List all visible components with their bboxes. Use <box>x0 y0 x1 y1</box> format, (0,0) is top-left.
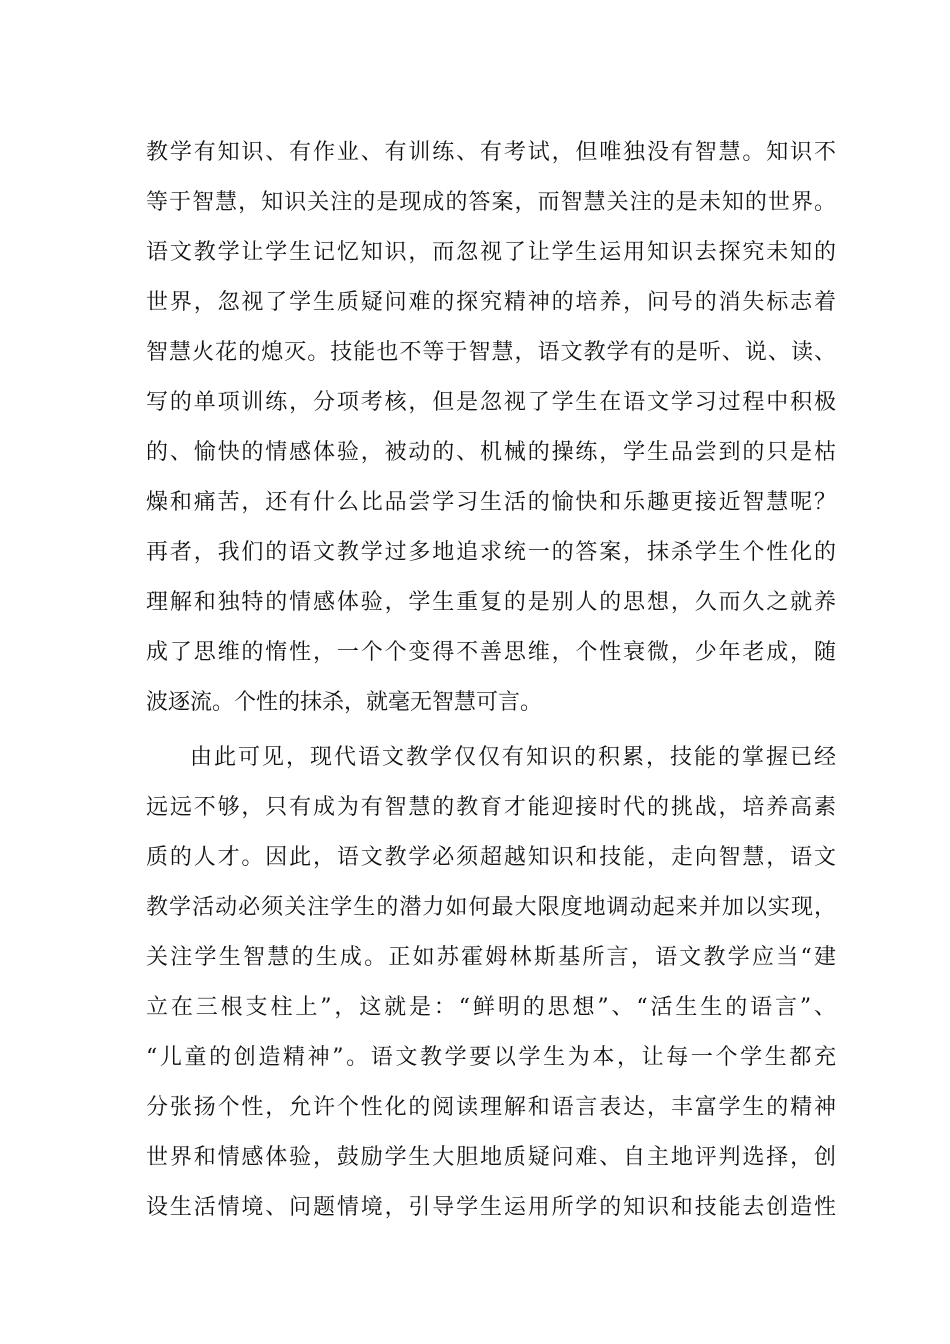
text-line: 再者，我们的语文教学过多地追求统一的答案，抹杀学生个性化的 <box>146 540 836 565</box>
text-line: 教学有知识、有作业、有训练、有考试，但唯独没有智慧。知识不 <box>146 140 836 165</box>
text-line: 关注学生智慧的生成。正如苏霍姆林斯基所言，语文教学应当“建 <box>146 945 836 970</box>
text-line: 语文教学让学生记忆知识，而忽视了让学生运用知识去探究未知的 <box>146 240 836 265</box>
text-line: 立在三根支柱上”，这就是：“鲜明的思想”、“活生生的语言”、 <box>146 995 836 1020</box>
text-line: 世界，忽视了学生质疑问难的探究精神的培养，问号的消失标志着 <box>146 290 836 315</box>
text-line: 理解和独特的情感体验，学生重复的是别人的思想，久而久之就养 <box>146 590 836 615</box>
body-text <box>146 128 836 1233</box>
paragraph-2 <box>146 733 836 1233</box>
text-line: 智慧火花的熄灭。技能也不等于智慧，语文教学有的是听、说、读、 <box>146 340 836 365</box>
text-line: 由此可见，现代语文教学仅仅有知识的积累，技能的掌握已经 <box>190 745 836 770</box>
text-line: 质的人才。因此，语文教学必须超越知识和技能，走向智慧，语文 <box>146 845 836 870</box>
text-line: 写的单项训练，分项考核，但是忽视了学生在语文学习过程中积极 <box>146 390 836 415</box>
text-line: 的、愉快的情感体验，被动的、机械的操练，学生品尝到的只是枯 <box>146 440 836 465</box>
text-line: 燥和痛苦，还有什么比品尝学习生活的愉快和乐趣更接近智慧呢？ <box>146 490 836 515</box>
paragraph-1 <box>146 128 836 728</box>
text-line: 波逐流。个性的抹杀，就毫无智慧可言。 <box>146 690 543 715</box>
text-line: 成了思维的惰性，一个个变得不善思维，个性衰微，少年老成，随 <box>146 640 836 665</box>
text-line: 等于智慧，知识关注的是现成的答案，而智慧关注的是未知的世界。 <box>146 190 836 215</box>
text-line: “儿童的创造精神”。语文教学要以学生为本，让每一个学生都充 <box>146 1045 836 1070</box>
text-line: 分张扬个性，允许个性化的阅读理解和语言表达，丰富学生的精神 <box>146 1095 836 1120</box>
text-line: 远远不够，只有成为有智慧的教育才能迎接时代的挑战，培养高素 <box>146 795 836 820</box>
text-line: 世界和情感体验，鼓励学生大胆地质疑问难、自主地评判选择，创 <box>146 1145 836 1170</box>
text-line: 设生活情境、问题情境，引导学生运用所学的知识和技能去创造性 <box>146 1195 836 1220</box>
text-line: 教学活动必须关注学生的潜力如何最大限度地调动起来并加以实现， <box>146 895 836 920</box>
